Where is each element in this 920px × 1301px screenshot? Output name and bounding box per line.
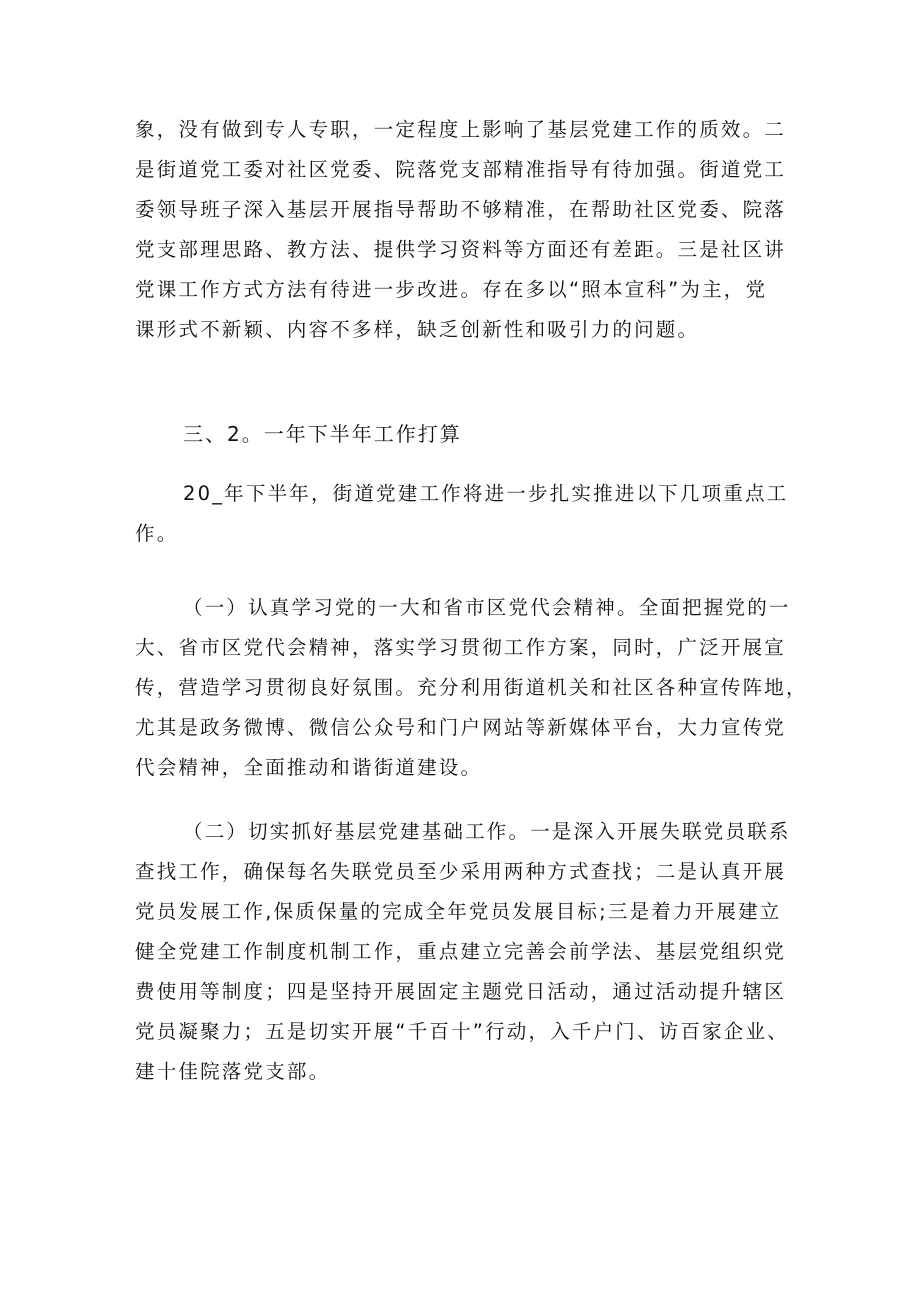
text-line: 20_年下半年，街道党建工作将进一步扎实推进以下几项重点工: [183, 482, 789, 505]
text-line: （一）认真学习党的一大和省市区党代会精神。全面把握党的一: [183, 596, 791, 619]
text-line: 课形式不新颖、内容不多样，缺乏创新性和吸引力的问题。: [135, 318, 700, 341]
text-line: 象，没有做到专人专职，一定程度上影响了基层党建工作的质效。二: [135, 118, 787, 141]
text-line: 费使用等制度；四是坚持开展固定主题党日活动，通过活动提升辖区: [135, 980, 787, 1003]
text-line: 党员凝聚力；五是切实开展“千百十”行动，入千户门、访百家企业、: [135, 1020, 789, 1043]
text-line: 委领导班子深入基层开展指导帮助不够精准，在帮助社区党委、院落: [135, 198, 787, 221]
section-heading: 三、2。一年下半年工作打算: [183, 422, 462, 446]
text-line: 建十佳院落党支部。: [135, 1060, 331, 1083]
text-line: 是街道党工委对社区党委、院落党支部精准指导有待加强。街道党工: [135, 158, 787, 181]
text-line: 党课工作方式方法有待进一步改进。存在多以“照本宣科”为主，党: [135, 278, 768, 301]
text-line: 健全党建工作制度机制工作，重点建立完善会前学法、基层党组织党: [135, 940, 787, 963]
paragraph-item-2: [135, 812, 791, 1092]
paragraph-intro: [135, 474, 787, 554]
text-line: 尤其是政务微博、微信公众号和门户网站等新媒体平台，大力宣传党: [135, 716, 787, 739]
text-line: 查找工作，确保每名失联党员至少采用两种方式查找；二是认真开展: [135, 860, 787, 883]
text-line: 代会精神，全面推动和谐街道建设。: [135, 756, 483, 779]
paragraph-continued: [135, 110, 787, 350]
text-line: 党支部理思路、教方法、提供学习资料等方面还有差距。三是社区讲: [135, 238, 787, 261]
text-line: 传，营造学习贯彻良好氛围。充分利用街道机关和社区各种宣传阵地，: [135, 676, 808, 699]
text-line: （二）切实抓好基层党建基础工作。一是深入开展失联党员联系: [183, 820, 791, 843]
text-line: 大、省市区党代会精神，落实学习贯彻工作方案，同时，广泛开展宣: [135, 636, 787, 659]
paragraph-item-1: [135, 588, 808, 788]
text-line: 党员发展工作,保质保量的完成全年党员发展目标;三是着力开展建立: [135, 900, 782, 923]
text-line: 作。: [135, 522, 179, 545]
